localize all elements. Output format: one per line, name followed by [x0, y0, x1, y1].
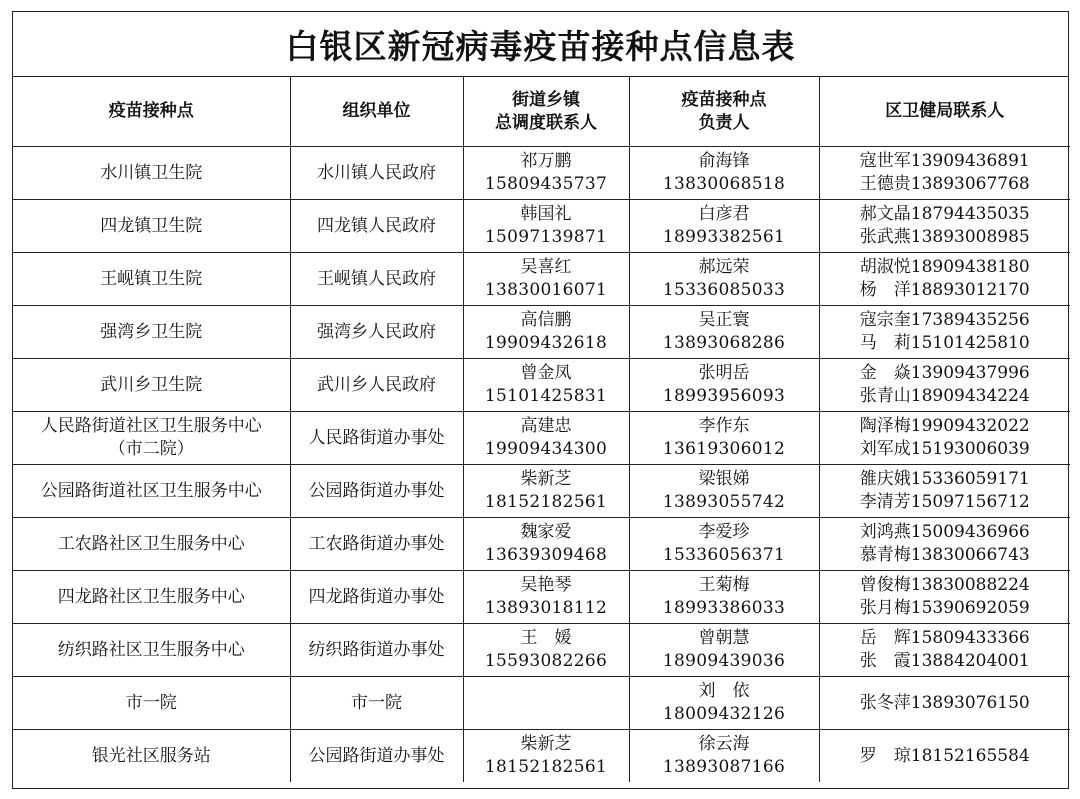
table-row — [13, 306, 1070, 359]
table-row — [13, 730, 1070, 783]
cell-site — [13, 624, 290, 677]
cell-coordinator — [463, 518, 629, 571]
table-row — [13, 571, 1070, 624]
coordinator-line: 18152182561 — [484, 492, 608, 512]
cell-org: 公园路街道办事处 — [290, 730, 463, 783]
cell-contacts — [819, 624, 1070, 677]
cell-contacts — [819, 200, 1070, 253]
coordinator-line: 吴喜红 — [520, 257, 572, 277]
cell-contacts — [819, 306, 1070, 359]
manager-line: 18993382561 — [662, 227, 786, 247]
cell-coordinator — [463, 465, 629, 518]
site-line: 纺织路社区卫生服务中心 — [57, 639, 245, 660]
cell-contacts — [819, 359, 1070, 412]
cell-site — [13, 465, 290, 518]
coordinator-line: 王 媛 — [520, 628, 572, 648]
site-line: 银光社区服务站 — [91, 745, 211, 766]
cell-org: 工农路街道办事处 — [290, 518, 463, 571]
cell-org: 武川乡人民政府 — [290, 359, 463, 412]
cell-manager — [629, 359, 819, 412]
coordinator-line: 13893018112 — [484, 598, 608, 618]
cell-contacts — [819, 677, 1070, 730]
manager-line: 13830068518 — [662, 174, 786, 194]
cell-manager — [629, 518, 819, 571]
cell-org: 强湾乡人民政府 — [290, 306, 463, 359]
header-coordinator-line: 总调度联系人 — [495, 112, 597, 133]
vaccination-sites-table — [13, 77, 1070, 782]
site-line: 人民路街道社区卫生服务中心 — [40, 416, 262, 436]
cell-site — [13, 359, 290, 412]
coordinator-line: 祁万鹏 — [520, 151, 572, 171]
cell-manager — [629, 677, 819, 730]
table-row — [13, 624, 1070, 677]
cell-contacts — [819, 465, 1070, 518]
contact-line: 金 焱13909437996 — [859, 363, 1030, 383]
cell-site — [13, 518, 290, 571]
site-line: （市二院） — [108, 439, 194, 459]
coordinator-line: 高建忠 — [520, 416, 572, 436]
manager-line: 刘 依 — [698, 681, 750, 701]
manager-line: 15336085033 — [662, 280, 786, 300]
cell-coordinator — [463, 571, 629, 624]
coordinator-line: 13830016071 — [484, 280, 608, 300]
site-line: 强湾乡卫生院 — [100, 321, 203, 342]
contact-line: 慕青梅13830066743 — [859, 545, 1030, 565]
coordinator-line: 18152182561 — [484, 757, 608, 777]
manager-line: 吴正寰 — [698, 310, 750, 330]
cell-coordinator — [463, 147, 629, 200]
cell-site — [13, 306, 290, 359]
manager-line: 18993386033 — [662, 598, 786, 618]
coordinator-line: 15809435737 — [484, 174, 608, 194]
manager-line: 俞海锋 — [698, 151, 750, 171]
coordinator-line: 吴艳琴 — [520, 575, 572, 595]
manager-line: 李作东 — [698, 416, 750, 436]
table-row — [13, 147, 1070, 200]
cell-org: 四龙路街道办事处 — [290, 571, 463, 624]
coordinator-line: 15101425831 — [484, 386, 608, 406]
manager-line: 13619306012 — [662, 439, 786, 459]
site-line: 市一院 — [125, 692, 177, 713]
table-row — [13, 359, 1070, 412]
contact-line: 王德贵13893067768 — [859, 174, 1030, 194]
contact-line: 杨 洋18893012170 — [859, 280, 1030, 300]
cell-contacts — [819, 571, 1070, 624]
cell-manager — [629, 412, 819, 465]
coordinator-line: 19909432618 — [484, 333, 608, 353]
site-line: 水川镇卫生院 — [100, 162, 203, 183]
coordinator-line: 高信鹏 — [520, 310, 572, 330]
cell-org: 纺织路街道办事处 — [290, 624, 463, 677]
header-coordinator — [463, 77, 629, 147]
coordinator-line: 15097139871 — [484, 227, 608, 247]
site-line: 武川乡卫生院 — [100, 374, 203, 395]
cell-contacts — [819, 147, 1070, 200]
cell-site — [13, 147, 290, 200]
cell-org: 公园路街道办事处 — [290, 465, 463, 518]
table-row — [13, 200, 1070, 253]
coordinator-line: 魏家爱 — [520, 522, 572, 542]
cell-org: 王岘镇人民政府 — [290, 253, 463, 306]
header-site-line: 疫苗接种点 — [108, 101, 194, 121]
cell-contacts — [819, 253, 1070, 306]
cell-site — [13, 730, 290, 783]
cell-manager — [629, 200, 819, 253]
contact-line: 寇世军13909436891 — [859, 151, 1030, 171]
contact-line: 刘鸿燕15009436966 — [859, 522, 1030, 542]
coordinator-line: 15593082266 — [484, 651, 608, 671]
site-line: 四龙镇卫生院 — [100, 215, 203, 236]
header-manager — [629, 77, 819, 147]
site-line: 工农路社区卫生服务中心 — [57, 533, 245, 554]
cell-contacts — [819, 518, 1070, 571]
manager-line: 曾朝慧 — [698, 628, 750, 648]
cell-site — [13, 571, 290, 624]
coordinator-line: 韩国礼 — [520, 204, 572, 224]
header-org-line: 组织单位 — [342, 101, 411, 121]
contact-line: 岳 辉15809433366 — [859, 628, 1030, 648]
contact-line: 张冬萍13893076150 — [859, 692, 1030, 713]
table-row — [13, 412, 1070, 465]
contact-line: 胡淑悦18909438180 — [859, 257, 1030, 277]
cell-manager — [629, 571, 819, 624]
cell-manager — [629, 147, 819, 200]
cell-coordinator — [463, 306, 629, 359]
contact-line: 张 霞13884204001 — [859, 651, 1030, 671]
contact-line: 李清芳15097156712 — [859, 492, 1030, 512]
table-row — [13, 465, 1070, 518]
cell-manager — [629, 253, 819, 306]
header-org — [290, 77, 463, 147]
contact-line: 刘军成15193006039 — [859, 439, 1030, 459]
manager-line: 13893068286 — [662, 333, 786, 353]
manager-line: 18009432126 — [662, 704, 786, 724]
manager-line: 郝远荣 — [698, 257, 750, 277]
coordinator-line: 19909434300 — [484, 439, 608, 459]
cell-manager — [629, 306, 819, 359]
contact-line: 张武燕13893008985 — [859, 227, 1030, 247]
contact-line: 郝文晶18794435035 — [859, 204, 1030, 224]
coordinator-line: 柴新芝 — [520, 734, 572, 754]
manager-line: 李爱珍 — [698, 522, 750, 542]
table-header-row — [13, 77, 1070, 147]
cell-org: 人民路街道办事处 — [290, 412, 463, 465]
manager-line: 18993956093 — [662, 386, 786, 406]
header-manager-line: 负责人 — [698, 112, 750, 133]
manager-line: 13893055742 — [662, 492, 786, 512]
cell-org: 四龙镇人民政府 — [290, 200, 463, 253]
site-line: 王岘镇卫生院 — [100, 268, 203, 289]
cell-site — [13, 200, 290, 253]
cell-coordinator — [463, 412, 629, 465]
contact-line: 雒庆娥15336059171 — [859, 469, 1030, 489]
cell-coordinator — [463, 624, 629, 677]
table-row — [13, 253, 1070, 306]
contact-line: 陶泽梅19909432022 — [859, 416, 1030, 436]
table-row — [13, 518, 1070, 571]
cell-contacts — [819, 412, 1070, 465]
page-title: 白银区新冠病毒疫苗接种点信息表 — [13, 12, 1068, 77]
contact-line: 曾俊梅13830088224 — [859, 575, 1030, 595]
contact-line: 张青山18909434224 — [859, 386, 1030, 406]
info-sheet — [12, 11, 1069, 789]
manager-line: 徐云海 — [698, 734, 750, 754]
cell-contacts — [819, 730, 1070, 783]
cell-org: 市一院 — [290, 677, 463, 730]
contact-line: 罗 琼18152165584 — [859, 745, 1030, 766]
site-line: 公园路街道社区卫生服务中心 — [40, 480, 262, 501]
header-site — [13, 77, 290, 147]
header-contacts — [819, 77, 1070, 147]
manager-line: 15336056371 — [662, 545, 786, 565]
header-contacts-line: 区卫健局联系人 — [885, 101, 1005, 121]
manager-line: 王菊梅 — [698, 575, 750, 595]
table-row — [13, 677, 1070, 730]
cell-manager — [629, 465, 819, 518]
manager-line: 13893087166 — [662, 757, 786, 777]
table-body — [13, 147, 1070, 783]
manager-line: 梁银娣 — [698, 469, 750, 489]
cell-coordinator — [463, 677, 629, 730]
contact-line: 马 莉15101425810 — [859, 333, 1030, 353]
coordinator-line: 柴新芝 — [520, 469, 572, 489]
cell-coordinator — [463, 730, 629, 783]
header-manager-line: 疫苗接种点 — [681, 89, 767, 110]
cell-org: 水川镇人民政府 — [290, 147, 463, 200]
contact-line: 寇宗奎17389435256 — [859, 310, 1030, 330]
manager-line: 18909439036 — [662, 651, 786, 671]
manager-line: 张明岳 — [698, 363, 750, 383]
manager-line: 白彦君 — [698, 204, 750, 224]
cell-manager — [629, 624, 819, 677]
cell-site — [13, 677, 290, 730]
coordinator-line: 13639309468 — [484, 545, 608, 565]
cell-coordinator — [463, 253, 629, 306]
cell-site — [13, 412, 290, 465]
cell-coordinator — [463, 200, 629, 253]
cell-coordinator — [463, 359, 629, 412]
contact-line: 张月梅15390692059 — [859, 598, 1030, 618]
cell-manager — [629, 730, 819, 783]
header-coordinator-line: 街道乡镇 — [512, 89, 580, 110]
site-line: 四龙路社区卫生服务中心 — [57, 586, 245, 607]
cell-site — [13, 253, 290, 306]
coordinator-line: 曾金凤 — [520, 363, 572, 383]
